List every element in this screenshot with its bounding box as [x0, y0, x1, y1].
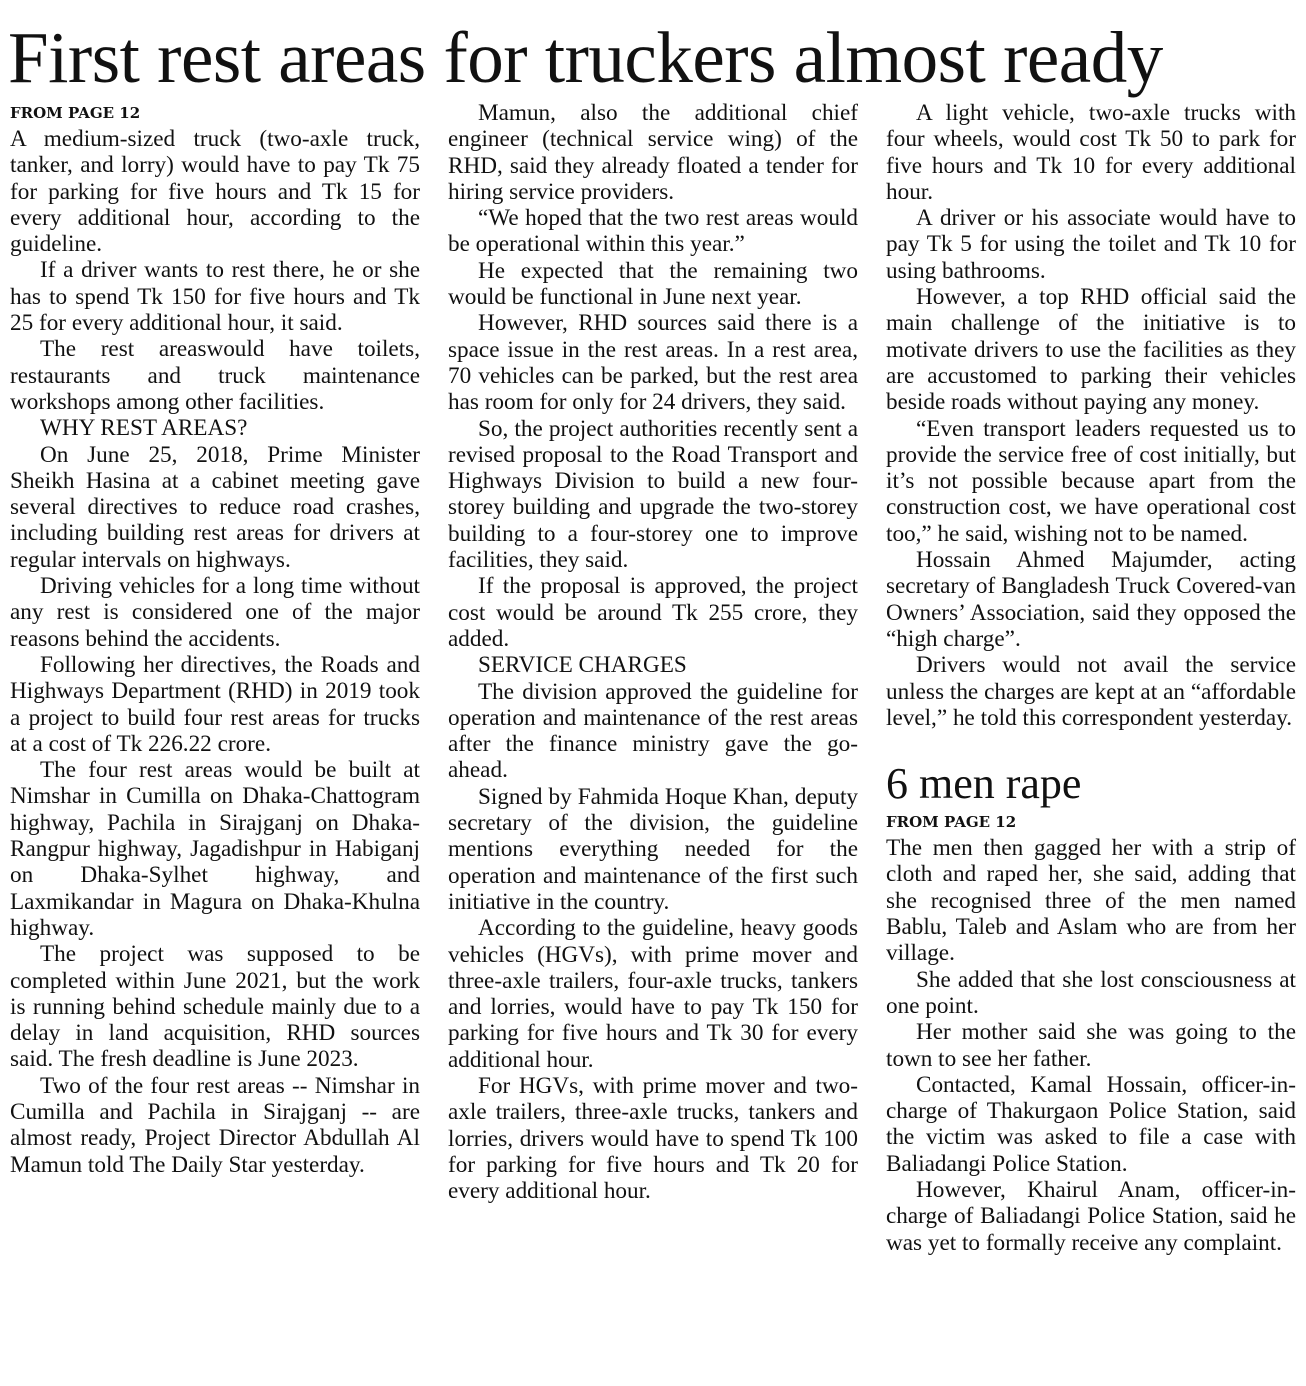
article-column-3: [886, 100, 1296, 1256]
paragraph: A light vehicle, two-axle trucks with four wheels, would cost Tk 50 to park for five hours and Tk 10 for every additional hour.: [886, 100, 1296, 205]
paragraph: The project was supposed to be completed within June 2021, but the work is running behind schedule mainly due to a delay in land acquisition, RHD sources said. The fresh deadline is June 2023.: [10, 941, 420, 1073]
continued-from-label: FROM PAGE 12: [10, 104, 141, 122]
paragraph: She added that she lost consciousness at one point.: [886, 966, 1296, 1019]
paragraph: The men then gagged her with a strip of cloth and raped her, she said, adding that she recognised three of the men named Bablu, Taleb and Aslam who are from her village.: [886, 835, 1296, 967]
paragraph: “Even transport leaders requested us to provide the service free of cost initially, but it’s not possible because apart from the construction cost, we have operational cost too,” he said, wishing not to be named.: [886, 415, 1296, 547]
paragraph: “We hoped that the two rest areas would be operational within this year.”: [448, 205, 858, 258]
paragraph: Two of the four rest areas -- Nimshar in Cumilla and Pachila in Sirajganj -- are almost ready, Project Director Abdullah Al Mamun told The Daily Star yesterday.: [10, 1072, 420, 1178]
article-column-1: [10, 100, 420, 1178]
continued-from-label: FROM PAGE 12: [886, 813, 1017, 832]
paragraph: Drivers would not avail the service unless the charges are kept at an “affordable level,” he told this correspondent yesterday.: [886, 652, 1296, 731]
article-column-2: [448, 100, 858, 1204]
paragraph: He expected that the remaining two would be functional in June next year.: [448, 257, 858, 311]
paragraph: Contacted, Kamal Hossain, officer-in-charge of Thakurgaon Police Station, said the victim was asked to file a case with Baliadangi Police Station.: [886, 1071, 1296, 1177]
paragraph: However, RHD sources said there is a space issue in the rest areas. In a rest area, 70 vehicles can be parked, but the rest area has room for only for 24 drivers, they said.: [448, 310, 858, 416]
paragraph: Following her directives, the Roads and Highways Department (RHD) in 2019 took a project to build four rest areas for trucks at a cost of Tk 226.22 crore.: [10, 651, 420, 757]
paragraph: However, Khairul Anam, officer-in-charge of Baliadangi Police Station, said he was yet to formally receive any complaint.: [886, 1176, 1296, 1256]
subheading-service-charges: SERVICE CHARGES: [478, 652, 687, 679]
paragraph: Mamun, also the additional chief engineer (technical service wing) of the RHD, said they already floated a tender for hiring service providers.: [448, 100, 858, 205]
paragraph: Her mother said she was going to the town to see her father.: [886, 1019, 1296, 1072]
second-article-headline: 6 men rape: [886, 759, 1082, 809]
paragraph: So, the project authorities recently sent a revised proposal to the Road Transport and Highways Division to build a new four-storey building and upgrade the two-storey building to a four-storey one to improve facilities, they said.: [448, 415, 858, 574]
subheading-why-rest-areas: WHY REST AREAS?: [40, 415, 248, 442]
paragraph: According to the guideline, heavy goods vehicles (HGVs), with prime mover and three-axle trailers, four-axle trucks, tankers and lorries, would have to pay Tk 150 for parking for five hours and Tk 30 for every additional hour.: [448, 915, 858, 1073]
paragraph: Hossain Ahmed Majumder, acting secretary of Bangladesh Truck Covered-van Owners’ Association, said they opposed the “high charge”.: [886, 547, 1296, 652]
paragraph: Signed by Fahmida Hoque Khan, deputy secretary of the division, the guideline mentions everything needed for the operation and maintenance of the first such initiative in the country.: [448, 783, 858, 915]
article-headline: First rest areas for truckers almost ready: [8, 17, 1163, 98]
paragraph: A driver or his associate would have to pay Tk 5 for using the toilet and Tk 10 for using bathrooms.: [886, 205, 1296, 284]
article-separator: [886, 731, 1296, 759]
paragraph: The division approved the guideline for operation and maintenance of the rest areas after the finance ministry gave the go-ahead.: [448, 678, 858, 784]
paragraph: However, a top RHD official said the main challenge of the initiative is to motivate drivers to use the facilities as they are accustomed to parking their vehicles beside roads without paying any money.: [886, 284, 1296, 416]
paragraph: For HGVs, with prime mover and two-axle trailers, three-axle trucks, tankers and lorries, drivers would have to spend Tk 100 for parking for five hours and Tk 20 for every additional hour.: [448, 1072, 858, 1205]
paragraph: A medium-sized truck (two-axle truck, tanker, and lorry) would have to pay Tk 75 for parking for five hours and Tk 15 for every additional hour, according to the guideline.: [10, 126, 420, 258]
paragraph: The rest areaswould have toilets, restaurants and truck maintenance workshops among other facilities.: [10, 336, 420, 415]
paragraph: The four rest areas would be built at Nimshar in Cumilla on Dhaka-Chattogram highway, Pachila in Sirajganj on Dhaka-Rangpur highway, Jagadishpur in Habiganj on Dhaka-Sylhet highway, and Laxmikandar in Magura on Dhaka-Khulna highway.: [10, 757, 420, 941]
paragraph: On June 25, 2018, Prime Minister Sheikh Hasina at a cabinet meeting gave several directives to reduce road crashes, including building rest areas for drivers at regular intervals on highways.: [10, 441, 420, 573]
paragraph: Driving vehicles for a long time without any rest is considered one of the major reasons behind the accidents.: [10, 573, 420, 652]
paragraph: If a driver wants to rest there, he or she has to spend Tk 150 for five hours and Tk 25 for every additional hour, it said.: [10, 257, 420, 337]
paragraph: If the proposal is approved, the project cost would be around Tk 255 crore, they added.: [448, 573, 858, 652]
